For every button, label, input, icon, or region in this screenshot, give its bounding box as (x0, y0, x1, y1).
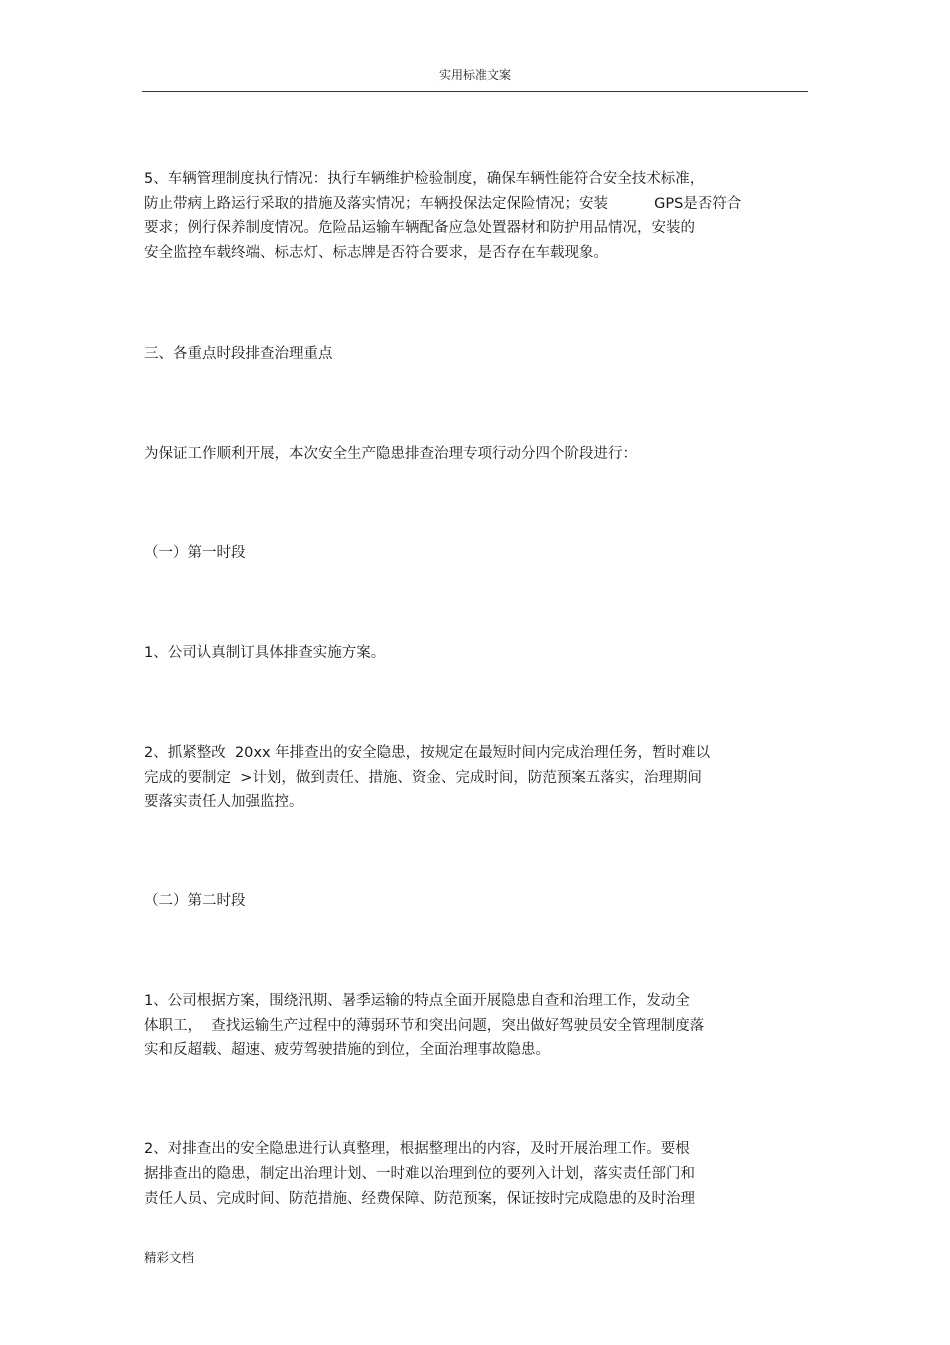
text-line: 完成的要制定 >计划，做到责任、措施、资金、完成时间，防范预案五落实，治理期间 (144, 770, 702, 786)
text-line: 实和反超载、超速、疲劳驾驶措施的到位，全面治理事故隐患。 (144, 1042, 550, 1058)
header-divider (142, 91, 808, 92)
text-line: 防止带病上路运行采取的措施及落实情况；车辆投保法定保险情况；安装 GPS是否符合 (144, 196, 742, 212)
page-footer-text: 精彩文档 (144, 1250, 195, 1265)
section-heading: 三、各重点时段排查治理重点 (144, 346, 333, 362)
subsection-heading: （二）第二时段 (144, 893, 246, 909)
text-line: 1、公司根据方案，围绕汛期、暑季运输的特点全面开展隐患自查和治理工作，发动全 (144, 993, 690, 1009)
text-line: 5、车辆管理制度执行情况：执行车辆维护检验制度，确保车辆性能符合安全技术标准， (144, 171, 705, 187)
text-line: 2、抓紧整改 20xx 年排查出的安全隐患，按规定在最短时间内完成治理任务，暂时难以 (144, 745, 711, 761)
text-line: 安全监控车载终端、标志灯、标志牌是否符合要求，是否存在车载现象。 (144, 245, 608, 261)
text-line: 责任人员、完成时间、防范措施、经费保障、防范预案，保证按时完成隐患的及时治理 (144, 1191, 695, 1207)
text-line: 为保证工作顺利开展，本次安全生产隐患排查治理专项行动分四个阶段进行： (144, 446, 637, 462)
page-header-title: 实用标准文案 (438, 68, 511, 82)
text-line: 体职工， 查找运输生产过程中的薄弱环节和突出问题，突出做好驾驶员安全管理制度落 (144, 1018, 705, 1034)
text-line: 1、公司认真制订具体排查实施方案。 (144, 645, 386, 661)
text-line: 2、对排查出的安全隐患进行认真整理，根据整理出的内容，及时开展治理工作。要根 (144, 1141, 690, 1157)
subsection-heading: （一）第一时段 (144, 545, 246, 561)
text-line: 要求；例行保养制度情况。危险品运输车辆配备应急处置器材和防护用品情况，安装的 (144, 220, 695, 236)
text-line: 要落实责任人加强监控。 (144, 794, 304, 810)
text-line: 据排查出的隐患，制定出治理计划、一时难以治理到位的要列入计划，落实责任部门和 (144, 1166, 695, 1182)
